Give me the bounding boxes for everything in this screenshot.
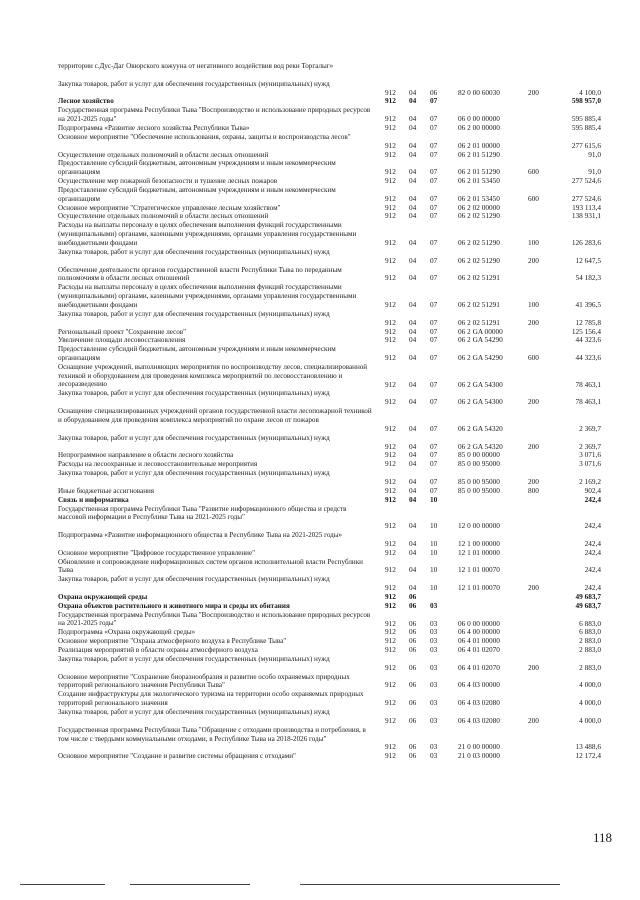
- row-section-code: 04: [409, 379, 417, 389]
- row-amount: 2 369,7: [579, 423, 601, 433]
- row-section-code: 04: [409, 255, 417, 265]
- row-ministry-code: 912: [385, 494, 396, 504]
- row-section-code: 04: [409, 397, 417, 407]
- row-target-code: 06 4 01 00000: [458, 636, 500, 646]
- row-subsection-code: 03: [430, 636, 438, 646]
- row-amount: 242,4: [584, 547, 601, 557]
- row-section-code: 04: [409, 193, 417, 203]
- row-expense-type: 200: [528, 255, 539, 265]
- row-subsection-code: 07: [430, 450, 438, 460]
- row-section-code: 04: [409, 353, 417, 363]
- row-name: Закупка товаров, работ и услуг для обеспечения государственных (муниципальных) нужд: [58, 247, 330, 256]
- row-target-code: 12 1 01 00070: [458, 565, 500, 575]
- row-amount: 6 883,0: [579, 627, 601, 637]
- row-amount: 4 000,0: [579, 698, 601, 708]
- row-subsection-code: 03: [430, 662, 438, 672]
- row-amount: 3 071,6: [579, 459, 601, 469]
- row-name: Государственная программа Республики Тыва "Воспроизводство и использование природных ресурсов на 2021-2025 годы": [58, 106, 371, 124]
- row-amount: 125 156,4: [571, 326, 601, 336]
- row-subsection-code: 07: [430, 397, 438, 407]
- row-target-code: 06 2 GA 54300: [458, 397, 503, 407]
- row-name: Расходы на выплаты персоналу в целях обеспечения выполнения функций государственными (муниципальными) органами, казенными учреждениями, органами управления государственными внебюджетными фондами: [58, 221, 357, 247]
- row-target-code: 06 0 00 00000: [458, 618, 500, 628]
- row-ministry-code: 912: [385, 299, 396, 309]
- row-target-code: 06 2 02 51290: [458, 211, 500, 221]
- row-name: Закупка товаров, работ и услуг для обеспечения государственных (муниципальных) нужд: [58, 79, 330, 88]
- row-ministry-code: 912: [385, 662, 396, 672]
- row-ministry-code: 912: [385, 423, 396, 433]
- row-section-code: 04: [409, 317, 417, 327]
- row-section-code: 04: [409, 273, 417, 283]
- row-amount: 2 883,0: [579, 662, 601, 672]
- row-name: Реализация мероприятий в области охраны атмосферного воздуха: [58, 646, 258, 655]
- row-ministry-code: 912: [385, 751, 396, 761]
- row-subsection-code: 07: [430, 335, 438, 345]
- row-section-code: 04: [409, 114, 417, 124]
- row-subsection-code: 10: [430, 565, 438, 575]
- row-subsection-code: 03: [430, 618, 438, 628]
- row-subsection-code: 07: [430, 176, 438, 186]
- row-amount: 2 369,7: [579, 441, 601, 451]
- row-subsection-code: 07: [430, 273, 438, 283]
- row-subsection-code: 03: [430, 742, 438, 752]
- row-expense-type: 800: [528, 485, 539, 495]
- row-section-code: 04: [409, 176, 417, 186]
- row-name: Предоставление субсидий бюджетным, автономным учреждениям и иным некоммерческим организациям: [58, 345, 336, 362]
- row-target-code: 21 0 00 00000: [458, 742, 500, 752]
- row-amount: 78 463,1: [575, 379, 601, 389]
- row-amount: 242,4: [584, 494, 601, 504]
- row-target-code: 82 0 00 60030: [458, 87, 500, 97]
- row-section-code: 06: [409, 698, 417, 708]
- row-subsection-code: 10: [430, 583, 438, 593]
- row-section-code: 04: [409, 326, 417, 336]
- row-target-code: 06 2 02 51290: [458, 237, 500, 247]
- row-name: Осуществление мер пожарной безопасности и тушение лесных пожаров: [58, 177, 278, 186]
- row-target-code: 06 2 01 00000: [458, 140, 500, 150]
- row-ministry-code: 912: [385, 140, 396, 150]
- row-ministry-code: 912: [385, 237, 396, 247]
- row-name: Закупка товаров, работ и услуг для обеспечения государственных (муниципальных) нужд: [58, 433, 330, 442]
- row-ministry-code: 912: [385, 114, 396, 124]
- row-amount: 3 071,6: [579, 450, 601, 460]
- row-subsection-code: 03: [430, 698, 438, 708]
- row-name: Увеличение площади лесовосстановления: [58, 336, 186, 345]
- row-name: Подпрограмма «Развитие лесного хозяйства Республики Тыва»: [58, 123, 250, 132]
- row-name: Осуществление отдельных полномочий в области лесных отношений: [58, 150, 269, 159]
- row-target-code: 06 2 GA 54300: [458, 379, 503, 389]
- row-subsection-code: 10: [430, 494, 438, 504]
- row-ministry-code: 912: [385, 397, 396, 407]
- row-ministry-code: 912: [385, 122, 396, 132]
- row-expense-type: 200: [528, 317, 539, 327]
- row-section-code: 04: [409, 96, 417, 106]
- row-amount: 4 000,0: [579, 680, 601, 690]
- row-expense-type: 200: [528, 87, 539, 97]
- row-amount: 277 524,6: [571, 176, 601, 186]
- row-subsection-code: 07: [430, 96, 438, 106]
- row-name: Основное мероприятие "Охрана атмосферного воздуха в Республике Тыва": [58, 637, 287, 646]
- row-target-code: 06 4 03 02080: [458, 698, 500, 708]
- row-subsection-code: 07: [430, 379, 438, 389]
- row-amount: 598 957,0: [571, 96, 601, 106]
- row-section-code: 06: [409, 680, 417, 690]
- row-section-code: 04: [409, 485, 417, 495]
- row-expense-type: 600: [528, 353, 539, 363]
- row-name: Государственная программа Республики Тыва "Развитие информационного общества и средств массовой информации в Республике Тыва на 2021-2025 годы": [58, 504, 347, 522]
- row-ministry-code: 912: [385, 211, 396, 221]
- row-ministry-code: 912: [385, 353, 396, 363]
- row-expense-type: 200: [528, 441, 539, 451]
- row-ministry-code: 912: [385, 459, 396, 469]
- row-section-code: 06: [409, 592, 417, 601]
- row-target-code: 85 0 00 95000: [458, 476, 500, 486]
- row-target-code: 06 2 01 53450: [458, 193, 500, 203]
- row-name: Основное мероприятие "Стратегическое управление лесным хозяйством": [58, 203, 281, 212]
- row-subsection-code: 07: [430, 441, 438, 451]
- row-ministry-code: 912: [385, 273, 396, 283]
- row-name: Закупка товаров, работ и услуг для обеспечения государственных (муниципальных) нужд: [58, 309, 330, 318]
- row-amount: 12 172,4: [575, 751, 601, 761]
- row-name: Закупка товаров, работ и услуг для обеспечения государственных (муниципальных) нужд: [58, 469, 330, 478]
- row-amount: 4 100,0: [579, 87, 601, 97]
- row-target-code: 12 1 00 00000: [458, 538, 500, 548]
- row-target-code: 06 2 00 00000: [458, 122, 500, 132]
- row-amount: 138 931,1: [571, 211, 601, 221]
- row-subsection-code: 07: [430, 114, 438, 124]
- row-subsection-code: 07: [430, 140, 438, 150]
- row-amount: 12 647,5: [575, 255, 601, 265]
- row-expense-type: 200: [528, 662, 539, 672]
- row-ministry-code: 912: [385, 96, 396, 106]
- row-subsection-code: 07: [430, 423, 438, 433]
- row-ministry-code: 912: [385, 742, 396, 752]
- row-name: Осуществление отдельных полномочий в области лесных отношений: [58, 212, 269, 221]
- row-ministry-code: 912: [385, 441, 396, 451]
- row-target-code: 06 2 01 53450: [458, 176, 500, 186]
- row-section-code: 04: [409, 335, 417, 345]
- row-subsection-code: 06: [430, 87, 438, 97]
- row-ministry-code: 912: [385, 485, 396, 495]
- row-name: Оснащение учреждений, выполняющих мероприятия по воспроизводству лесов, специализированной техникой и оборудованием для проведения комплекса мероприятий по лесовосстановлению и лесоразведению: [58, 362, 368, 389]
- row-name: Основное мероприятие "Обеспечение использования, охраны, защиты и воспроизводства лесов": [58, 132, 351, 141]
- row-subsection-code: 07: [430, 485, 438, 495]
- row-target-code: 06 0 00 00000: [458, 114, 500, 124]
- row-subsection-code: 10: [430, 521, 438, 531]
- row-subsection-code: 07: [430, 122, 438, 132]
- row-amount: 44 323,6: [575, 335, 601, 345]
- row-target-code: 12 0 00 00000: [458, 521, 500, 531]
- row-amount: 242,4: [584, 583, 601, 593]
- row-name: Основное мероприятие "Создание и развитие системы обращения с отходами": [58, 752, 296, 761]
- row-section-code: 04: [409, 494, 417, 504]
- row-subsection-code: 07: [430, 211, 438, 221]
- row-target-code: 06 2 GA 54290: [458, 353, 503, 363]
- row-section-code: 06: [409, 627, 417, 637]
- row-name: Закупка товаров, работ и услуг для обеспечения государственных (муниципальных) нужд: [58, 575, 330, 584]
- row-ministry-code: 912: [385, 176, 396, 186]
- row-amount: 12 785,8: [575, 317, 601, 327]
- row-subsection-code: 07: [430, 255, 438, 265]
- row-amount: 277 615,6: [571, 140, 601, 150]
- row-section-code: 06: [409, 645, 417, 655]
- row-expense-type: 200: [528, 476, 539, 486]
- row-target-code: 06 2 02 51291: [458, 317, 500, 327]
- row-section-code: 04: [409, 441, 417, 451]
- row-section-code: 04: [409, 583, 417, 593]
- row-section-code: 06: [409, 618, 417, 628]
- row-amount: 902,4: [584, 485, 601, 495]
- row-amount: 277 524,6: [571, 193, 601, 203]
- row-expense-type: 100: [528, 237, 539, 247]
- page-number: 118: [593, 830, 613, 845]
- row-name: Основное мероприятие "Цифровое государственное управление": [58, 548, 256, 557]
- row-ministry-code: 912: [385, 618, 396, 628]
- row-ministry-code: 912: [385, 538, 396, 548]
- row-target-code: 06 2 01 51290: [458, 149, 500, 159]
- row-section-code: 04: [409, 202, 417, 212]
- row-target-code: 06 4 03 02080: [458, 715, 500, 725]
- row-ministry-code: 912: [385, 715, 396, 725]
- row-ministry-code: 912: [385, 583, 396, 593]
- row-section-code: 04: [409, 476, 417, 486]
- row-expense-type: 200: [528, 583, 539, 593]
- row-amount: 595 885,4: [571, 114, 601, 124]
- row-amount: 242,4: [584, 538, 601, 548]
- row-section-code: 04: [409, 149, 417, 159]
- row-ministry-code: 912: [385, 645, 396, 655]
- row-subsection-code: 10: [430, 538, 438, 548]
- row-target-code: 06 2 GA 54320: [458, 441, 503, 451]
- row-name: Охрана объектов растительного и животного мира и среды их обитания: [58, 601, 290, 610]
- row-section-code: 06: [409, 715, 417, 725]
- row-amount: 49 683,7: [575, 592, 601, 601]
- row-amount: 242,4: [584, 521, 601, 531]
- row-name: Охрана окружающей среды: [58, 593, 148, 601]
- row-target-code: 06 4 01 02070: [458, 662, 500, 672]
- row-target-code: 06 4 03 00000: [458, 680, 500, 690]
- row-name: Региональный проект "Сохранение лесов": [58, 327, 187, 336]
- row-section-code: 06: [409, 662, 417, 672]
- row-target-code: 12 1 01 00000: [458, 547, 500, 557]
- row-ministry-code: 912: [385, 317, 396, 327]
- row-name: Расходы на лесоохранные и лесовосстановительные мероприятия: [58, 460, 258, 469]
- row-amount: 6 883,0: [579, 618, 601, 628]
- row-name: Лесное хозяйство: [58, 97, 114, 106]
- row-name: Основное мероприятие "Сохранение биоразнообразия и развитие особо охраняемых природных территорий регионального значения Республики Тыва": [58, 672, 350, 690]
- row-amount: 2 883,0: [579, 645, 601, 655]
- row-section-code: 04: [409, 538, 417, 548]
- row-ministry-code: 912: [385, 565, 396, 575]
- row-target-code: 06 2 GA 00000: [458, 326, 503, 336]
- row-expense-type: 600: [528, 167, 539, 177]
- row-ministry-code: 912: [385, 600, 396, 610]
- row-subsection-code: 07: [430, 459, 438, 469]
- row-ministry-code: 912: [385, 255, 396, 265]
- row-section-code: 04: [409, 167, 417, 177]
- row-amount: 126 283,6: [571, 237, 601, 247]
- row-section-code: 04: [409, 87, 417, 97]
- row-subsection-code: 07: [430, 353, 438, 363]
- row-amount: 78 463,1: [575, 397, 601, 407]
- row-name: Непрограммное направление в области лесного хозяйства: [58, 451, 234, 460]
- row-ministry-code: 912: [385, 592, 396, 601]
- scan-artifact-line: [300, 884, 560, 885]
- row-ministry-code: 912: [385, 379, 396, 389]
- row-target-code: 06 4 01 02070: [458, 645, 500, 655]
- row-name: Закупка товаров, работ и услуг для обеспечения государственных (муниципальных) нужд: [58, 654, 330, 663]
- row-amount: 41 396,5: [575, 299, 601, 309]
- row-target-code: 06 2 GA 54320: [458, 423, 503, 433]
- row-subsection-code: 03: [430, 715, 438, 725]
- row-name: Государственная программа Республики Тыва "Воспроизводство и использование природных ресурсов на 2021-2025 годы": [58, 610, 371, 628]
- row-target-code: 06 4 00 00000: [458, 627, 500, 637]
- row-subsection-code: 07: [430, 193, 438, 203]
- row-subsection-code: 07: [430, 167, 438, 177]
- row-ministry-code: 912: [385, 149, 396, 159]
- row-subsection-code: 03: [430, 645, 438, 655]
- row-ministry-code: 912: [385, 450, 396, 460]
- row-section-code: 04: [409, 140, 417, 150]
- row-ministry-code: 912: [385, 680, 396, 690]
- row-section-code: 04: [409, 122, 417, 132]
- scan-artifact-line: [20, 884, 105, 885]
- row-amount: 193 113,4: [572, 202, 601, 212]
- row-name: Государственная программа Республики Тыва "Обращение с отходами производства и потребления, в том числе с твердыми коммунальными отходами, в Республике Тыва на 2018-2026 годы": [58, 725, 366, 743]
- row-ministry-code: 912: [385, 547, 396, 557]
- row-amount: 91,0: [588, 149, 601, 159]
- row-name: Связь и информатика: [58, 495, 129, 504]
- row-name: Закупка товаров, работ и услуг для обеспечения государственных (муниципальных) нужд: [58, 389, 330, 398]
- row-amount: 2 883,0: [579, 636, 601, 646]
- row-ministry-code: 912: [385, 627, 396, 637]
- row-expense-type: 100: [528, 299, 539, 309]
- row-ministry-code: 912: [385, 326, 396, 336]
- row-target-code: 06 2 02 00000: [458, 202, 500, 212]
- row-name: Подпрограмма «Охрана окружающей среды»: [58, 628, 196, 637]
- row-section-code: 06: [409, 751, 417, 761]
- row-section-code: 04: [409, 547, 417, 557]
- row-amount: 54 182,3: [575, 273, 601, 283]
- row-ministry-code: 912: [385, 202, 396, 212]
- row-name: Иные бюджетные ассигнования: [58, 486, 155, 495]
- row-subsection-code: 07: [430, 476, 438, 486]
- scan-artifact-line: [130, 884, 250, 885]
- row-target-code: 06 2 02 51290: [458, 255, 500, 265]
- row-subsection-code: 07: [430, 326, 438, 336]
- row-name: Оснащение специализированных учреждений органов государственной власти лесопожарной техникой и оборудованием для проведения комплекса мероприятий по охране лесов от пожаров: [58, 407, 372, 424]
- row-subsection-code: 07: [430, 237, 438, 247]
- row-subsection-code: 10: [430, 547, 438, 557]
- row-subsection-code: 07: [430, 149, 438, 159]
- row-target-code: 06 2 02 51291: [458, 299, 500, 309]
- row-ministry-code: 912: [385, 167, 396, 177]
- row-subsection-code: 07: [430, 202, 438, 212]
- row-name: территории с.Дус-Даг Овюрского кожууна от негативного воздействия вод реки Торгалыг»: [58, 62, 334, 70]
- row-subsection-code: 03: [430, 600, 438, 610]
- row-amount: 44 323,6: [575, 353, 601, 363]
- row-section-code: 04: [409, 521, 417, 531]
- row-subsection-code: 03: [430, 751, 438, 761]
- row-section-code: 04: [409, 237, 417, 247]
- row-section-code: 04: [409, 459, 417, 469]
- row-name: Предоставление субсидий бюджетным, автономным учреждениям и иным некоммерческим организациям: [58, 185, 336, 203]
- row-target-code: 85 0 00 95000: [458, 485, 500, 495]
- row-name: Предоставление субсидий бюджетным, автономным учреждениям и иным некоммерческим организациям: [58, 159, 336, 177]
- row-name: Создание инфраструктуры для экологического туризма на территории особо охраняемых природных территорий регионального значения: [58, 690, 364, 708]
- row-section-code: 04: [409, 565, 417, 575]
- row-name: Закупка товаров, работ и услуг для обеспечения государственных (муниципальных) нужд: [58, 708, 330, 717]
- row-expense-type: 200: [528, 397, 539, 407]
- row-amount: 242,4: [584, 565, 601, 575]
- row-target-code: 06 2 GA 54290: [458, 335, 503, 345]
- row-name: Обеспечение деятельности органов государственной власти Республики Тыва по переданным полномочиям в области лесных отношений: [58, 265, 342, 283]
- row-target-code: 12 1 01 00070: [458, 583, 500, 593]
- row-ministry-code: 912: [385, 698, 396, 708]
- row-target-code: 06 2 01 51290: [458, 167, 500, 177]
- row-subsection-code: 07: [430, 299, 438, 309]
- row-target-code: 85 0 00 95000: [458, 459, 500, 469]
- row-ministry-code: 912: [385, 636, 396, 646]
- row-section-code: 04: [409, 299, 417, 309]
- row-expense-type: 200: [528, 715, 539, 725]
- row-ministry-code: 912: [385, 193, 396, 203]
- row-ministry-code: 912: [385, 335, 396, 345]
- row-section-code: 06: [409, 600, 417, 610]
- row-subsection-code: 03: [430, 627, 438, 637]
- row-name: Расходы на выплаты персоналу в целях обеспечения выполнения функций государственными (муниципальными) органами, казенными учреждениями, органами управления государственными внебюджетными фондами: [58, 283, 357, 309]
- row-target-code: 21 0 03 00000: [458, 751, 500, 761]
- row-name: Обновление и сопровождение информационных систем органов исполнительной власти Республики Тыва: [58, 557, 363, 575]
- row-section-code: 04: [409, 423, 417, 433]
- row-ministry-code: 912: [385, 87, 396, 97]
- row-amount: 2 169,2: [579, 476, 601, 486]
- row-target-code: 06 2 02 51291: [458, 273, 500, 283]
- row-name: Подпрограмма «Развитие информационного общества в Республике Тыва на 2021-2025 годы»: [58, 531, 343, 540]
- row-amount: 13 488,6: [575, 742, 601, 752]
- row-section-code: 06: [409, 636, 417, 646]
- row-section-code: 04: [409, 211, 417, 221]
- row-target-code: 85 0 00 00000: [458, 450, 500, 460]
- row-ministry-code: 912: [385, 476, 396, 486]
- row-amount: 49 683,7: [575, 600, 601, 610]
- row-subsection-code: 07: [430, 317, 438, 327]
- row-section-code: 06: [409, 742, 417, 752]
- row-expense-type: 600: [528, 193, 539, 203]
- row-amount: 595 885,4: [571, 122, 601, 132]
- row-amount: 4 000,0: [579, 715, 601, 725]
- row-section-code: 04: [409, 450, 417, 460]
- row-subsection-code: 03: [430, 680, 438, 690]
- row-ministry-code: 912: [385, 521, 396, 531]
- row-amount: 91,0: [588, 167, 601, 177]
